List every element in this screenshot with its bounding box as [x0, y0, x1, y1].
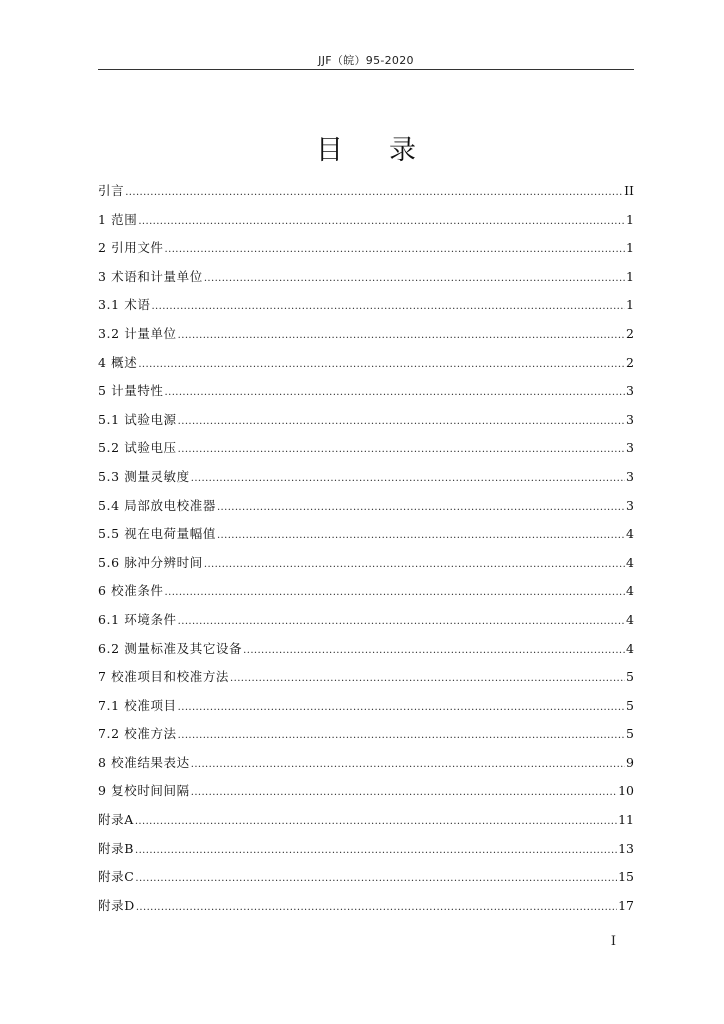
toc-entry-label: 5.2 试验电压 — [98, 440, 177, 456]
toc-dot-leader — [191, 463, 625, 494]
toc-entry-label: 9 复校时间间隔 — [98, 783, 190, 799]
toc-dot-leader — [165, 377, 626, 408]
toc-entry[interactable] — [98, 635, 634, 664]
toc-dot-leader — [165, 234, 626, 265]
toc-dot-leader — [178, 720, 625, 751]
toc-entry-label: 7.1 校准项目 — [98, 697, 177, 713]
toc-dot-leader — [165, 577, 626, 608]
toc-entry[interactable] — [98, 777, 634, 806]
toc-entry-page: 3 — [626, 468, 634, 484]
toc-entry[interactable] — [98, 720, 634, 749]
toc-entry[interactable] — [98, 492, 634, 521]
toc-entry[interactable] — [98, 835, 634, 864]
toc-dot-leader — [135, 863, 617, 894]
toc-entry[interactable] — [98, 206, 634, 235]
page-title-char-1: 目 — [316, 135, 343, 166]
toc-entry[interactable] — [98, 663, 634, 692]
toc-entry-label: 附录D — [98, 897, 135, 913]
table-of-contents — [98, 177, 634, 920]
toc-entry-label: 8 校准结果表达 — [98, 754, 190, 770]
toc-entry[interactable] — [98, 749, 634, 778]
toc-dot-leader — [178, 692, 625, 723]
toc-entry-label: 1 范围 — [98, 211, 138, 227]
toc-entry[interactable] — [98, 349, 634, 378]
toc-entry-label: 3.2 计量单位 — [98, 325, 177, 341]
header-divider — [98, 69, 634, 70]
toc-dot-leader — [217, 520, 625, 551]
toc-entry-page: 5 — [626, 669, 634, 685]
toc-entry-page: 4 — [626, 526, 634, 542]
toc-entry[interactable] — [98, 263, 634, 292]
toc-entry-page: 10 — [618, 783, 634, 799]
toc-entry[interactable] — [98, 892, 634, 921]
toc-entry-page: 1 — [626, 268, 634, 284]
toc-entry[interactable] — [98, 234, 634, 263]
toc-dot-leader — [204, 549, 625, 580]
toc-entry-page: 4 — [626, 554, 634, 570]
toc-dot-leader — [135, 835, 617, 866]
toc-entry-label: 附录C — [98, 869, 135, 885]
toc-entry-label: 5.5 视在电荷量幅值 — [98, 526, 216, 542]
toc-entry[interactable] — [98, 520, 634, 549]
toc-entry-label: 7 校准项目和校准方法 — [98, 669, 230, 685]
toc-entry-page: 17 — [618, 897, 634, 913]
toc-entry-page: 4 — [626, 583, 634, 599]
toc-dot-leader — [125, 177, 623, 208]
footer-page-number: I — [610, 934, 616, 949]
toc-entry-label: 5.6 脉冲分辨时间 — [98, 554, 203, 570]
toc-entry-page: 9 — [626, 754, 634, 770]
page-title — [98, 128, 634, 167]
toc-entry-label: 5 计量特性 — [98, 383, 164, 399]
toc-entry-label: 5.4 局部放电校准器 — [98, 497, 216, 513]
page-title-char-2: 录 — [389, 135, 416, 166]
toc-entry-page: 3 — [626, 383, 634, 399]
toc-entry[interactable] — [98, 692, 634, 721]
toc-entry-page: 1 — [626, 211, 634, 227]
toc-dot-leader — [151, 291, 625, 322]
toc-entry[interactable] — [98, 549, 634, 578]
toc-entry-page: II — [624, 183, 634, 198]
toc-entry[interactable] — [98, 406, 634, 435]
toc-entry-label: 5.3 测量灵敏度 — [98, 468, 190, 484]
toc-dot-leader — [230, 663, 625, 694]
toc-entry-page: 3 — [626, 440, 634, 456]
toc-entry[interactable] — [98, 434, 634, 463]
toc-entry-label: 6.2 测量标准及其它设备 — [98, 640, 243, 656]
toc-entry[interactable] — [98, 320, 634, 349]
toc-entry[interactable] — [98, 806, 634, 835]
toc-entry[interactable] — [98, 463, 634, 492]
toc-entry-page: 2 — [626, 354, 634, 370]
toc-entry-page: 4 — [626, 611, 634, 627]
toc-entry[interactable] — [98, 863, 634, 892]
toc-entry-label: 附录A — [98, 812, 134, 828]
toc-dot-leader — [178, 434, 625, 465]
toc-entry-label: 附录B — [98, 840, 134, 856]
toc-entry-page: 13 — [618, 840, 634, 856]
toc-entry-label: 2 引用文件 — [98, 240, 164, 256]
toc-entry[interactable] — [98, 291, 634, 320]
toc-dot-leader — [217, 492, 625, 523]
toc-dot-leader — [178, 606, 625, 637]
running-header: JJF（皖）95-2020 — [318, 54, 414, 67]
toc-dot-leader — [243, 635, 625, 666]
toc-dot-leader — [191, 749, 625, 780]
toc-dot-leader — [135, 806, 617, 837]
toc-entry-label: 5.1 试验电源 — [98, 411, 177, 427]
toc-entry-label: 3.1 术语 — [98, 297, 151, 313]
toc-entry[interactable] — [98, 606, 634, 635]
toc-entry-label: 4 概述 — [98, 354, 138, 370]
toc-entry-page: 3 — [626, 411, 634, 427]
toc-dot-leader — [138, 349, 625, 380]
toc-entry[interactable] — [98, 377, 634, 406]
toc-entry-page: 1 — [626, 240, 634, 256]
toc-entry-page: 11 — [618, 812, 634, 828]
toc-dot-leader — [138, 206, 625, 237]
toc-entry-page: 3 — [626, 497, 634, 513]
toc-dot-leader — [178, 406, 625, 437]
toc-entry-label: 7.2 校准方法 — [98, 726, 177, 742]
toc-entry[interactable] — [98, 577, 634, 606]
toc-entry-page: 2 — [626, 325, 634, 341]
toc-entry-page: 5 — [626, 726, 634, 742]
toc-dot-leader — [191, 777, 617, 808]
toc-entry-page: 4 — [626, 640, 634, 656]
toc-entry-page: 15 — [618, 869, 634, 885]
toc-entry-label: 引言 — [98, 183, 125, 198]
toc-entry-page: 5 — [626, 697, 634, 713]
toc-entry-label: 3 术语和计量单位 — [98, 268, 203, 284]
toc-dot-leader — [204, 263, 625, 294]
toc-dot-leader — [178, 320, 625, 351]
toc-entry-page: 1 — [626, 297, 634, 313]
toc-dot-leader — [136, 892, 617, 923]
toc-entry-label: 6.1 环境条件 — [98, 611, 177, 627]
toc-entry-label: 6 校准条件 — [98, 583, 164, 599]
toc-entry[interactable] — [98, 177, 634, 206]
